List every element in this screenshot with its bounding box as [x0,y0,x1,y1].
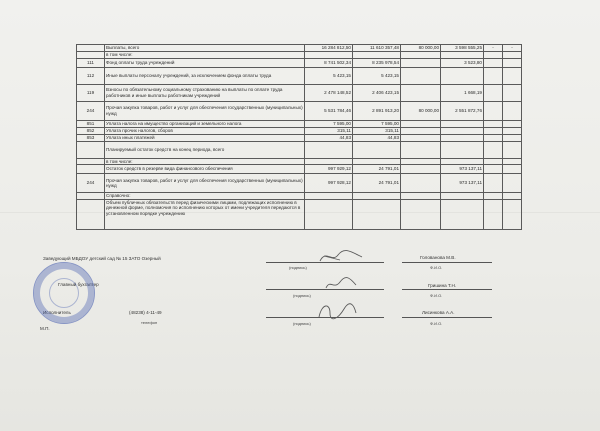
table-cell-value: 315,11 [353,127,401,134]
table-cell-label: в том числе: [105,158,305,165]
table-cell-value: 3 598 555,25 [441,45,484,52]
table-cell [305,158,353,165]
seal-label: М.П. [40,326,50,331]
table-cell-label: в том числе: [105,52,305,59]
table-cell-value: 16 284 812,50 [305,45,353,52]
table-cell [305,193,353,200]
table-cell-label: Объем публичных обязательств перед физическими лицами, подлежащих исполнению в денежной форме, полномочия по исполнению которых от имени учредителя передаются в установленном порядке учреждению [105,199,305,229]
signature-scribble [324,276,358,292]
name-line [402,262,492,263]
table-row [77,67,522,84]
table-cell [353,141,401,158]
table-cell-value: 973 137,11 [441,174,484,193]
table-cell [503,165,522,174]
table-row-subheader [77,158,522,165]
table-cell-code: 244 [77,174,105,193]
head-title: Заведующий МБДОУ детский сад № 15 ЗАТО Озерный [43,256,161,261]
table-cell [305,199,353,229]
table-cell-value: 2 478 148,52 [305,84,353,101]
table-cell [503,84,522,101]
table-cell-value [441,127,484,134]
table-row [77,134,522,141]
table-cell [484,141,503,158]
table-cell [77,141,105,158]
signature-caption: (подпись) [289,265,307,270]
table-cell [484,67,503,84]
table-cell-code: 244 [77,101,105,120]
table-cell-value: - [503,45,522,52]
table-cell-value [401,120,441,127]
table-cell [484,165,503,174]
table-cell-value: 11 610 357,48 [353,45,401,52]
table-row [77,120,522,127]
table-row [77,101,522,120]
table-cell-value: 315,11 [305,127,353,134]
table-cell-value: 997 928,12 [305,174,353,193]
table-cell [503,174,522,193]
signature-caption: (подпись) [293,293,311,298]
table-cell-value [441,134,484,141]
table-cell [484,158,503,165]
table-cell [305,141,353,158]
table-cell-code: 851 [77,120,105,127]
table-cell [353,193,401,200]
table-cell [484,193,503,200]
table-cell-code: 119 [77,84,105,101]
table-cell-code: 112 [77,67,105,84]
table-cell [484,127,503,134]
table-cell [503,193,522,200]
table-cell [484,174,503,193]
table-row [77,127,522,134]
table-cell [503,199,522,229]
table-cell-value: 7 595,00 [305,120,353,127]
table-cell-value: 5 423,15 [305,67,353,84]
table-cell-value [401,84,441,101]
signature-scribble [318,247,364,265]
table-cell [503,158,522,165]
table-cell [441,193,484,200]
table-cell [401,158,441,165]
table-row-reference-text [77,199,522,229]
table-cell-label: Остаток средств в резерве вида финансового обеспечения [105,165,305,174]
table-cell-value: 2 406 423,15 [353,84,401,101]
table-cell-code: 852 [77,127,105,134]
table-cell [77,52,105,59]
table-cell [484,199,503,229]
table-cell-value: 7 595,00 [353,120,401,127]
fio-caption: Ф.И.О. [430,293,443,298]
name-line [402,289,492,290]
table-cell-value: 80 000,00 [401,101,441,120]
table-cell [401,141,441,158]
table-cell-value: 3 523,80 [441,58,484,67]
table-cell-label: Планируемый остаток средств на конец периода, всего [105,141,305,158]
table-cell-label: Уплата иных платежей [105,134,305,141]
table-cell [77,199,105,229]
table-cell [401,199,441,229]
table-cell-value: 8 235 978,54 [353,58,401,67]
table-cell-value: 8 741 502,34 [305,58,353,67]
table-cell-value: 5 423,15 [353,67,401,84]
fio-caption: Ф.И.О. [430,265,443,270]
table-cell [484,120,503,127]
table-cell-value: 5 531 784,46 [305,101,353,120]
table-row-plan [77,141,522,158]
table-row [77,84,522,101]
accountant-name: Гришина Т.Н. [428,283,457,288]
table-cell [503,134,522,141]
table-cell-label: Фонд оплаты труда учреждений [105,58,305,67]
table-cell-value [401,174,441,193]
table-cell-value: 2 891 913,20 [353,101,401,120]
table-cell [77,193,105,200]
table-row-reference-label [77,193,522,200]
table-cell-label: Выплаты, всего [105,45,305,52]
table-cell [441,158,484,165]
signature-caption: (подпись) [293,321,311,326]
table-cell [441,141,484,158]
table-cell-value: 44,83 [305,134,353,141]
table-cell-value: 1 668,19 [441,84,484,101]
table-cell-label: Взносы по обязательному социальному страхованию на выплаты по оплате труда работников и иные выплаты работникам учреждений [105,84,305,101]
table-row [77,165,522,174]
table-cell-value [441,120,484,127]
phone-caption: телефон [141,320,158,325]
table-cell [401,193,441,200]
table-cell-value: 973 137,11 [441,165,484,174]
table-cell-value: - [484,45,503,52]
table-cell [441,199,484,229]
table-cell-value [401,165,441,174]
table-cell [503,127,522,134]
table-cell [503,101,522,120]
table-cell-label: Уплата прочих налогов, сборов [105,127,305,134]
table-cell-label: Прочая закупка товаров, работ и услуг для обеспечения государственных (муниципальных) нужд [105,174,305,193]
table-cell [484,84,503,101]
table-cell [353,158,401,165]
table-cell-value [401,127,441,134]
table-cell-value: 24 791,01 [353,174,401,193]
official-stamp-center [49,278,79,308]
table-cell-value: 44,83 [353,134,401,141]
table-cell-code: 853 [77,134,105,141]
table-cell-label: Уплата налога на имущество организаций и земельного налога [105,120,305,127]
name-line [402,317,492,318]
table-cell-value: 997 929,12 [305,165,353,174]
table-cell-value [401,134,441,141]
table-cell [484,134,503,141]
table-cell-value: 2 551 872,76 [441,101,484,120]
table-cell-label: Прочая закупка товаров, работ и услуг для обеспечения государственных (муниципальных) нужд [105,101,305,120]
table-cell-value [401,67,441,84]
fio-caption: Ф.И.О. [430,321,443,326]
table-cell [484,58,503,67]
table-row-total [77,45,522,52]
table-cell [77,45,105,52]
table-row [77,58,522,67]
accountant-title: Главный бухгалтер [58,282,99,287]
table-cell [77,158,105,165]
head-name: Голованова М.В. [420,255,456,260]
table-cell [503,120,522,127]
financial-table [76,44,522,230]
table-cell-value [401,58,441,67]
table-row [77,174,522,193]
executor-title: Исполнитель [43,310,71,315]
table-cell-label: Справочно: [105,193,305,200]
table-cell-value [441,67,484,84]
table-cell [503,67,522,84]
table-cell [503,58,522,67]
table-cell-code: 111 [77,58,105,67]
table-cell-label: Иные выплаты персоналу учреждений, за исключением фонда оплаты труда [105,67,305,84]
signature-scribble [316,301,358,321]
table-cell-code [77,165,105,174]
executor-name: Лисинкова А.А. [422,310,455,315]
table-cell [353,199,401,229]
executor-phone: (48238) 4-11-49 [129,310,162,315]
table-cell [503,141,522,158]
table-cell [484,101,503,120]
table-cell-value: 24 791,01 [353,165,401,174]
table-cell-value: 80 000,00 [401,45,441,52]
table-row-subheader [77,52,522,59]
